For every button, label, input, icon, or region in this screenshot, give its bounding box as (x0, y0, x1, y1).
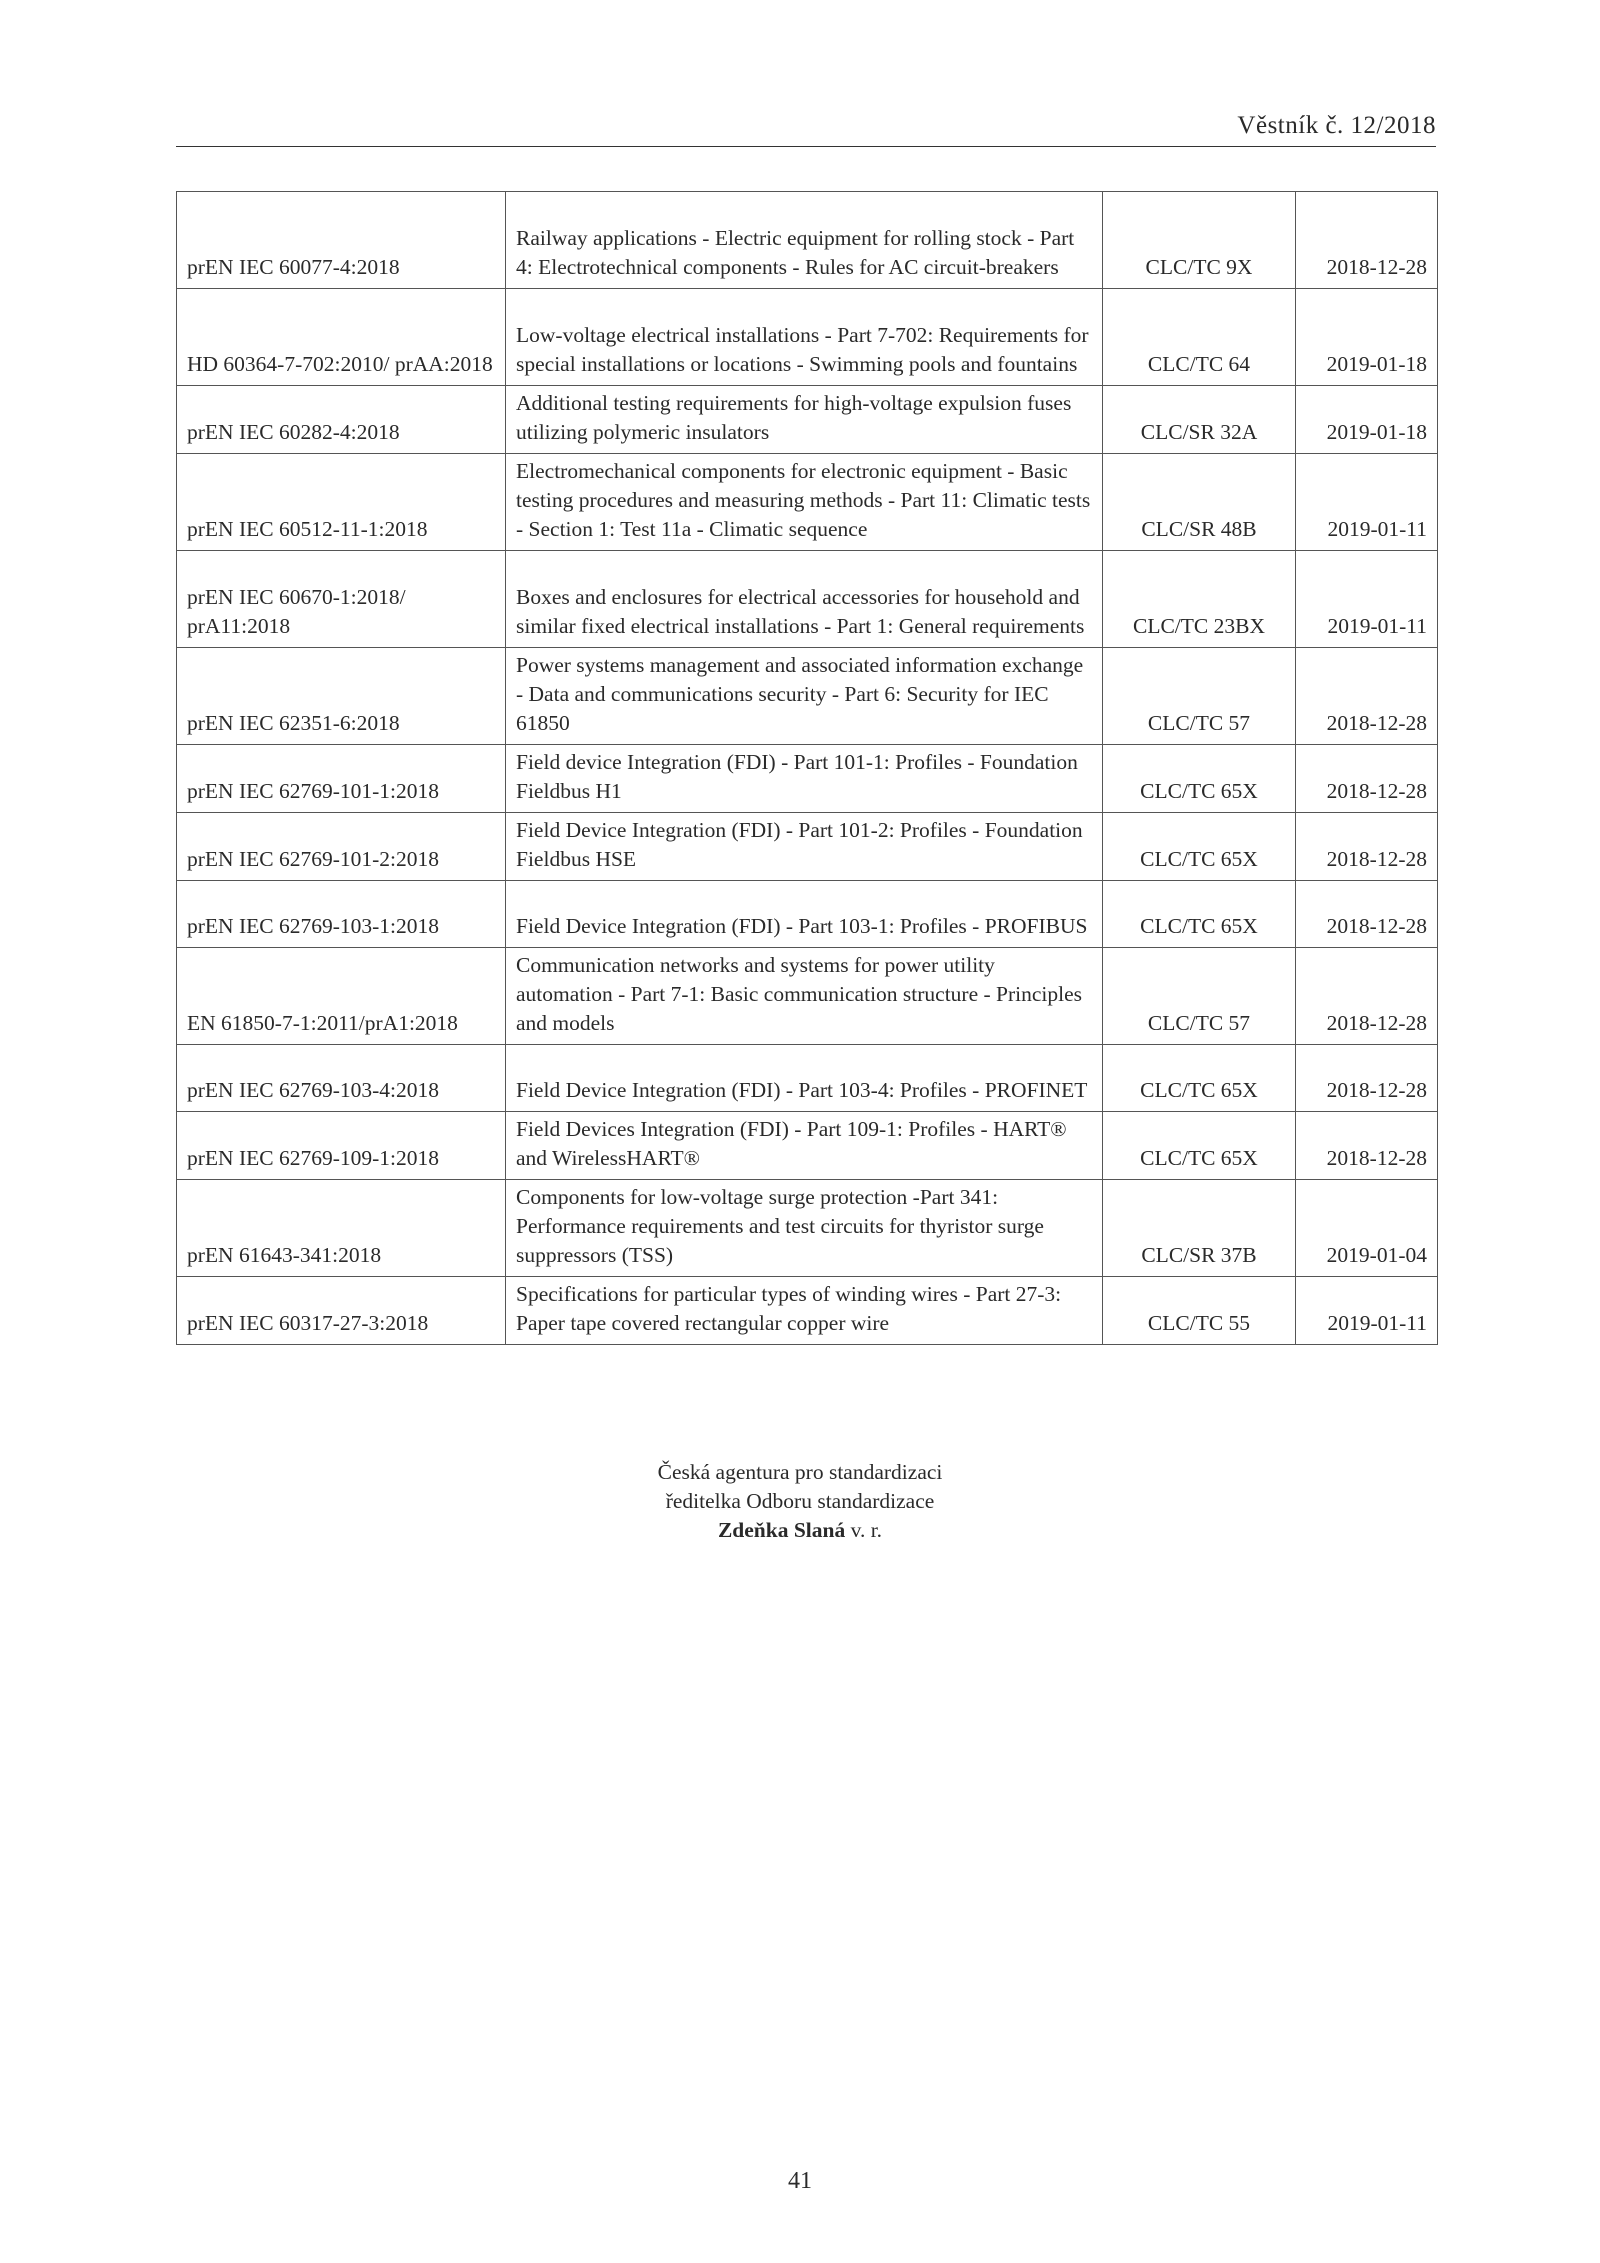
committee: CLC/TC 64 (1103, 289, 1296, 386)
committee: CLC/TC 65X (1103, 881, 1296, 948)
committee: CLC/TC 9X (1103, 192, 1296, 289)
table-row (177, 551, 1438, 648)
committee: CLC/TC 65X (1103, 745, 1296, 813)
standard-title: Low-voltage electrical installations - Part 7-702: Requirements for special installations or locations - Swimming pools and fountains (506, 289, 1103, 386)
committee: CLC/TC 65X (1103, 813, 1296, 881)
standard-code: prEN 61643-341:2018 (177, 1180, 506, 1277)
committee: CLC/TC 65X (1103, 1112, 1296, 1180)
deadline-date: 2018-12-28 (1296, 192, 1438, 289)
standard-title: Communication networks and systems for power utility automation - Part 7-1: Basic communication structure - Principles and models (506, 948, 1103, 1045)
agency-name: Česká agentura pro standardizaci (657, 1460, 943, 1484)
standards-table (176, 191, 1438, 1345)
standard-title: Components for low-voltage surge protection -Part 341: Performance requirements and test circuits for thyristor surge suppressors (TSS) (506, 1180, 1103, 1277)
running-header (176, 112, 1436, 147)
standard-title: Field Devices Integration (FDI) - Part 109-1: Profiles - HART® and WirelessHART® (506, 1112, 1103, 1180)
deadline-date: 2019-01-18 (1296, 289, 1438, 386)
standard-title: Railway applications - Electric equipment for rolling stock - Part 4: Electrotechnical components - Rules for AC circuit-breakers (506, 192, 1103, 289)
signer-name: Zdeňka Slaná (717, 1518, 846, 1542)
deadline-date: 2018-12-28 (1296, 745, 1438, 813)
deadline-date: 2018-12-28 (1296, 813, 1438, 881)
signer-suffix: v. r. (845, 1518, 883, 1542)
standard-title: Electromechanical components for electronic equipment - Basic testing procedures and measuring methods - Part 11: Climatic tests - Section 1: Test 11a - Climatic sequence (506, 454, 1103, 551)
standard-code: prEN IEC 62769-101-1:2018 (177, 745, 506, 813)
standard-title: Field Device Integration (FDI) - Part 103-4: Profiles - PROFINET (506, 1045, 1103, 1112)
standard-title: Field device Integration (FDI) - Part 101-1: Profiles - Foundation Fieldbus H1 (506, 745, 1103, 813)
table-row (177, 648, 1438, 745)
deadline-date: 2019-01-04 (1296, 1180, 1438, 1277)
standard-code: prEN IEC 62351-6:2018 (177, 648, 506, 745)
committee: CLC/TC 57 (1103, 648, 1296, 745)
standard-code: prEN IEC 60282-4:2018 (177, 386, 506, 454)
signer-role: ředitelka Odboru standardizace (665, 1489, 935, 1513)
standards-table-body (177, 192, 1438, 1345)
deadline-date: 2019-01-18 (1296, 386, 1438, 454)
deadline-date: 2018-12-28 (1296, 948, 1438, 1045)
committee: CLC/SR 37B (1103, 1180, 1296, 1277)
header-title: Věstník č. 12/2018 (1237, 112, 1436, 139)
standard-title: Additional testing requirements for high-voltage expulsion fuses utilizing polymeric insulators (506, 386, 1103, 454)
table-row (177, 948, 1438, 1045)
standard-code: HD 60364-7-702:2010/ prAA:2018 (177, 289, 506, 386)
table-row (177, 192, 1438, 289)
signer-line (0, 1516, 1600, 1545)
standard-code: prEN IEC 62769-109-1:2018 (177, 1112, 506, 1180)
standard-code: EN 61850-7-1:2011/prA1:2018 (177, 948, 506, 1045)
standard-title: Power systems management and associated information exchange - Data and communications security - Part 6: Security for IEC 61850 (506, 648, 1103, 745)
standard-code: prEN IEC 60077-4:2018 (177, 192, 506, 289)
deadline-date: 2018-12-28 (1296, 1112, 1438, 1180)
standard-code: prEN IEC 62769-101-2:2018 (177, 813, 506, 881)
standard-code: prEN IEC 60670-1:2018/ prA11:2018 (177, 551, 506, 648)
page-number: 41 (788, 2168, 812, 2194)
deadline-date: 2019-01-11 (1296, 454, 1438, 551)
deadline-date: 2019-01-11 (1296, 1277, 1438, 1345)
committee: CLC/SR 32A (1103, 386, 1296, 454)
standard-code: prEN IEC 60317-27-3:2018 (177, 1277, 506, 1345)
committee: CLC/TC 55 (1103, 1277, 1296, 1345)
deadline-date: 2018-12-28 (1296, 648, 1438, 745)
signature-block (0, 1458, 1600, 1545)
standard-title: Field Device Integration (FDI) - Part 103-1: Profiles - PROFIBUS (506, 881, 1103, 948)
table-row (177, 1045, 1438, 1112)
table-row (177, 1112, 1438, 1180)
standard-title: Specifications for particular types of winding wires - Part 27-3: Paper tape covered rectangular copper wire (506, 1277, 1103, 1345)
table-row (177, 454, 1438, 551)
table-row (177, 813, 1438, 881)
table-row (177, 289, 1438, 386)
standard-code: prEN IEC 60512-11-1:2018 (177, 454, 506, 551)
deadline-date: 2018-12-28 (1296, 881, 1438, 948)
standard-code: prEN IEC 62769-103-1:2018 (177, 881, 506, 948)
table-row (177, 386, 1438, 454)
committee: CLC/TC 23BX (1103, 551, 1296, 648)
table-row (177, 881, 1438, 948)
deadline-date: 2018-12-28 (1296, 1045, 1438, 1112)
table-row (177, 1180, 1438, 1277)
deadline-date: 2019-01-11 (1296, 551, 1438, 648)
table-row (177, 745, 1438, 813)
standard-code: prEN IEC 62769-103-4:2018 (177, 1045, 506, 1112)
committee: CLC/SR 48B (1103, 454, 1296, 551)
table-row (177, 1277, 1438, 1345)
committee: CLC/TC 65X (1103, 1045, 1296, 1112)
committee: CLC/TC 57 (1103, 948, 1296, 1045)
standard-title: Field Device Integration (FDI) - Part 101-2: Profiles - Foundation Fieldbus HSE (506, 813, 1103, 881)
standard-title: Boxes and enclosures for electrical accessories for household and similar fixed electrical installations - Part 1: General requirements (506, 551, 1103, 648)
